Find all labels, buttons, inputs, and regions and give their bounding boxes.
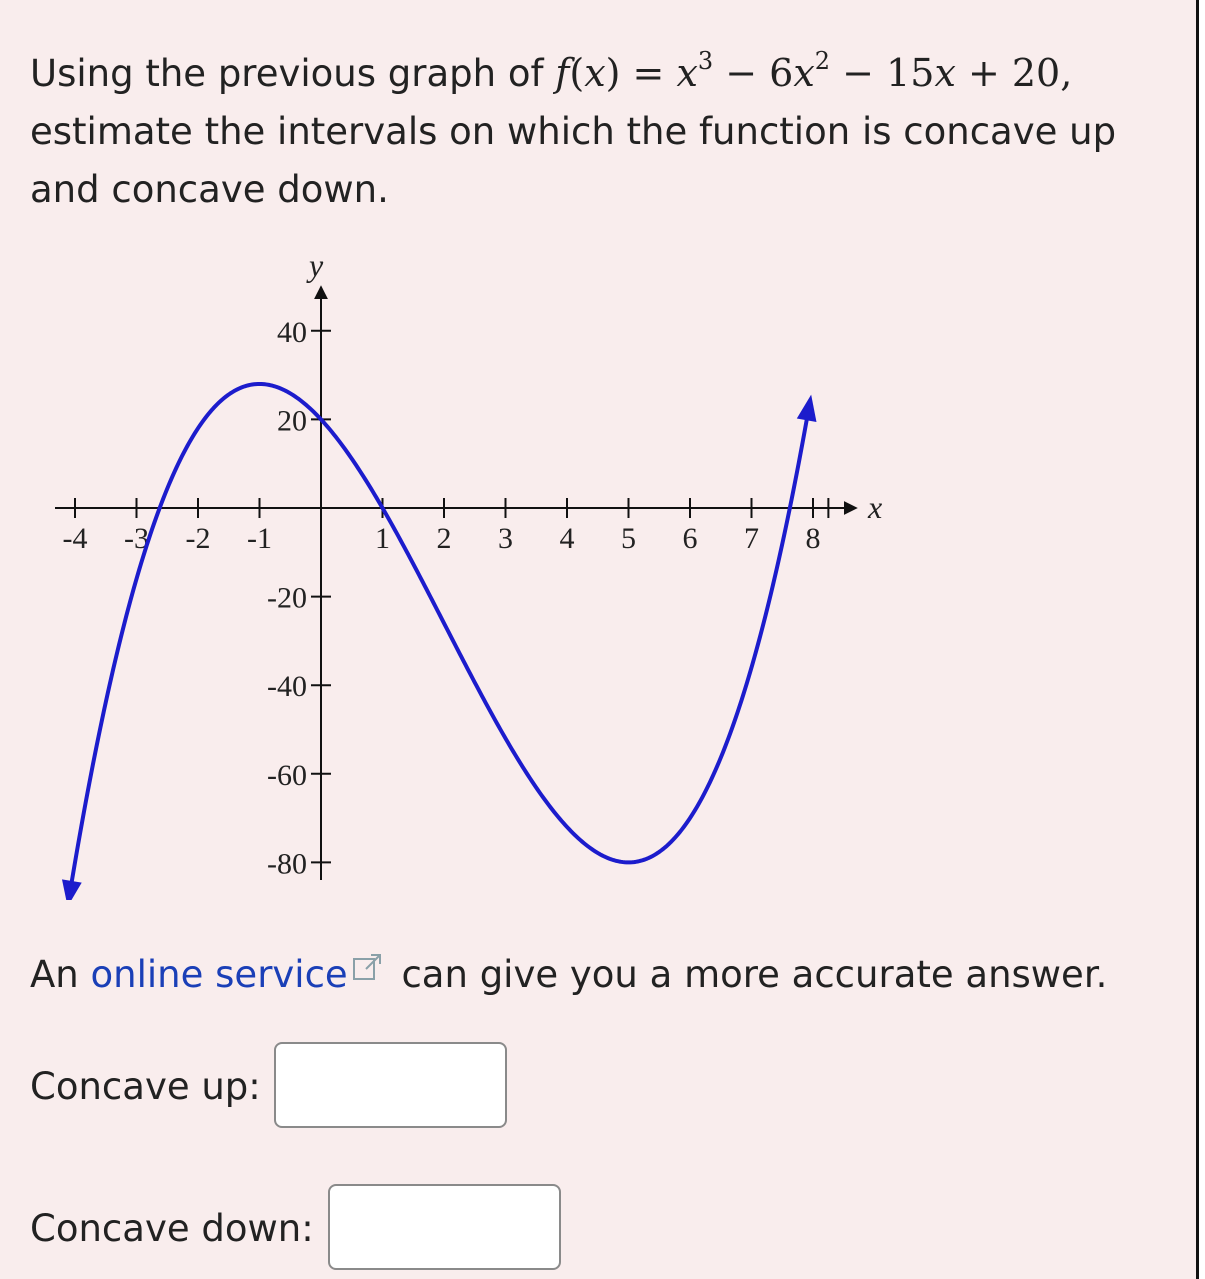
question-prefix: Using the previous graph of	[30, 52, 544, 95]
x-tick-label: 7	[744, 522, 759, 555]
service-suffix: can give you a more accurate answer.	[401, 953, 1108, 996]
question-text	[30, 44, 1180, 219]
x-axis-label: x	[868, 489, 883, 525]
online-service-link[interactable]: online service	[90, 953, 348, 996]
function-curve	[69, 384, 810, 899]
x-tick-label: -1	[247, 522, 272, 555]
y-tick-label: -40	[267, 670, 307, 704]
function-formula: $f(x) = x^3 - 6x^2 - 15x + 20$,	[555, 47, 1073, 95]
y-tick-label: 40	[277, 315, 307, 349]
y-axis-label: y	[309, 247, 324, 283]
concave-up-input[interactable]	[274, 1042, 507, 1128]
y-tick-label: -20	[267, 581, 307, 615]
x-tick-label: 1	[375, 522, 390, 555]
y-tick-label: -60	[267, 758, 307, 792]
concave-down-label: Concave down:	[30, 1207, 314, 1250]
service-prefix: An	[30, 953, 79, 996]
online-service-note	[30, 944, 1107, 1000]
x-tick-label: 2	[436, 522, 452, 555]
function-graph	[0, 240, 920, 900]
x-tick-label: 3	[498, 522, 513, 555]
x-tick-label: 4	[559, 522, 575, 555]
curve-right-arrow	[797, 395, 817, 422]
external-link-icon[interactable]	[352, 944, 384, 994]
x-tick-label: -3	[124, 522, 149, 555]
curve-left-arrow	[62, 879, 82, 900]
concave-up-label: Concave up:	[30, 1065, 261, 1108]
x-tick-label: -2	[185, 522, 211, 555]
question-suffix: estimate the intervals on which the function is concave up and concave down.	[30, 110, 1117, 211]
y-tick-label: 20	[277, 404, 307, 438]
concave-down-input[interactable]	[328, 1184, 561, 1270]
x-tick-label: -4	[62, 522, 88, 555]
y-tick-label: -80	[267, 847, 307, 881]
x-tick-label: 6	[682, 522, 698, 555]
x-tick-label: 8	[805, 522, 821, 555]
x-tick-label: 5	[621, 522, 636, 555]
